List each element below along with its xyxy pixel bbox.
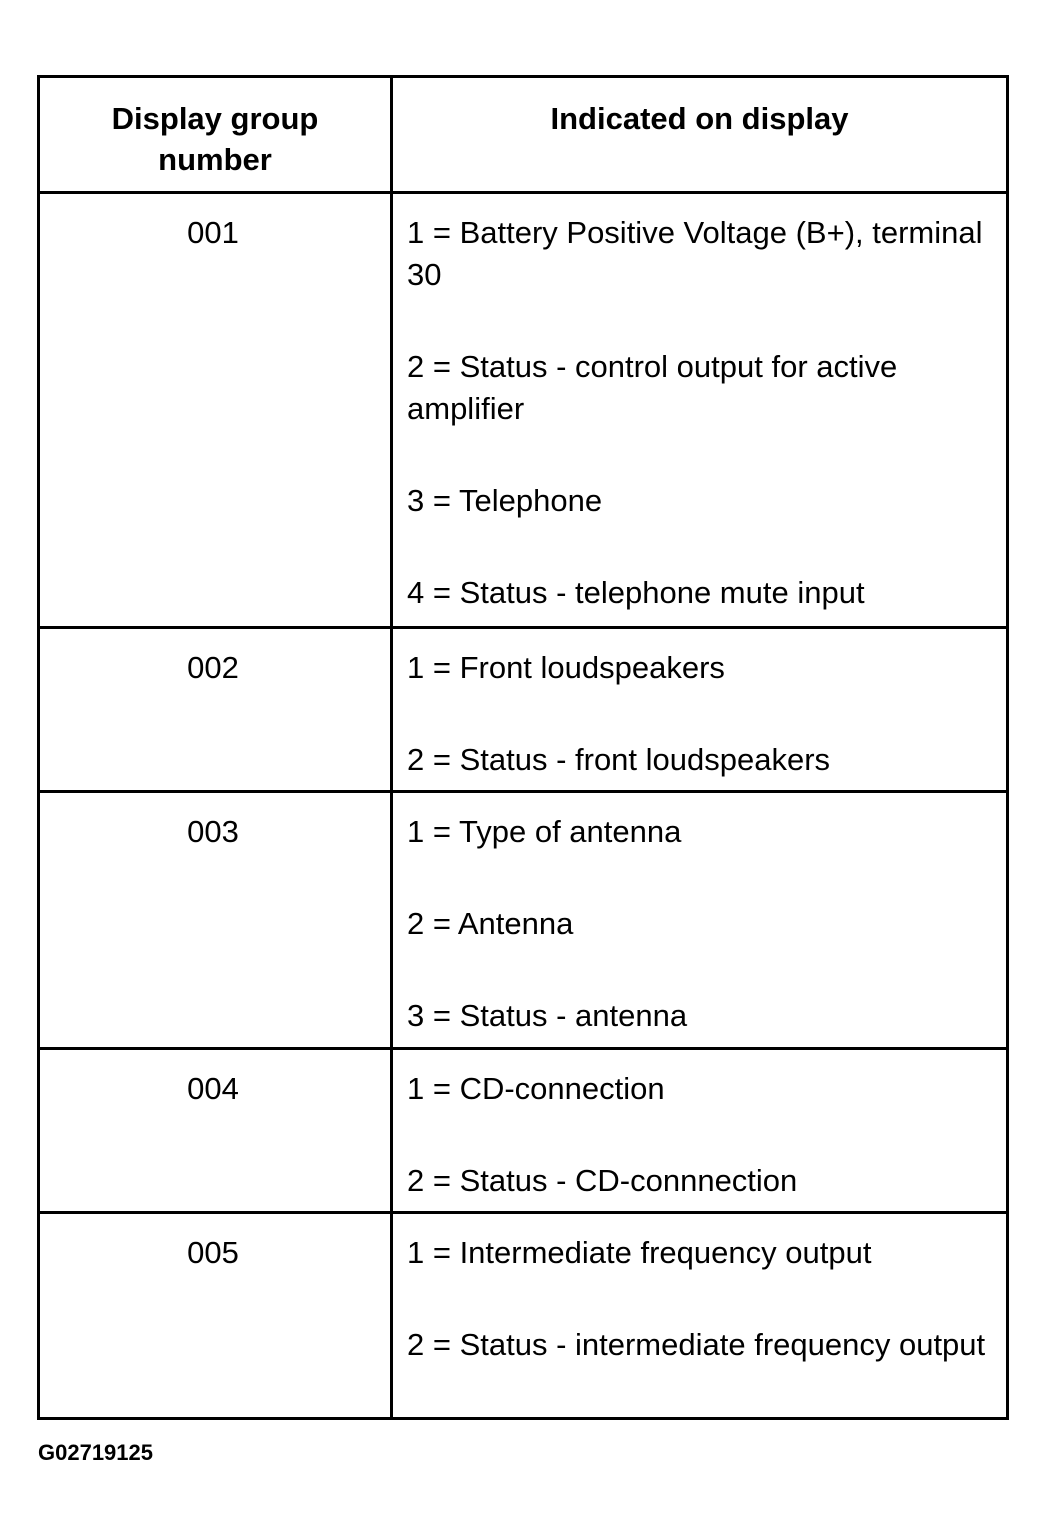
list-item: 2 = Status - front loudspeakers — [407, 742, 831, 777]
group-number: 005 — [187, 1235, 239, 1270]
group-number-cell — [39, 792, 392, 1049]
list-item: 4 = Status - telephone mute input — [407, 575, 865, 610]
list-item: 1 = Front loudspeakers — [407, 650, 725, 685]
indicated-items-cell — [392, 1213, 1008, 1419]
table-row — [39, 1213, 1008, 1419]
table-row — [39, 628, 1008, 792]
indicated-items-list — [393, 194, 1006, 614]
display-group-table — [37, 75, 1009, 1420]
list-item: 3 = Status - antenna — [407, 998, 688, 1033]
table-row — [39, 193, 1008, 628]
indicated-items-cell — [392, 1049, 1008, 1213]
group-number: 002 — [187, 650, 239, 685]
table-header-row — [39, 77, 1008, 193]
list-item: 1 = CD-connection — [407, 1071, 665, 1106]
table-row — [39, 792, 1008, 1049]
indicated-items-list — [393, 629, 1006, 781]
indicated-items-list — [393, 1214, 1006, 1366]
header-indicated-on-display: Indicated on display — [392, 77, 1008, 193]
list-item: 2 = Antenna — [407, 906, 574, 941]
group-number: 001 — [187, 215, 239, 250]
indicated-items-cell — [392, 792, 1008, 1049]
group-number-cell — [39, 193, 392, 628]
group-number: 003 — [187, 814, 239, 849]
figure-id: G02719125 — [38, 1440, 153, 1465]
group-number-cell — [39, 1049, 392, 1213]
list-item: 2 = Status - intermediate frequency output — [407, 1327, 986, 1362]
group-number-cell — [39, 628, 392, 792]
indicated-items-list — [393, 1050, 1006, 1202]
list-item: 2 = Status - CD-connnection — [407, 1163, 798, 1198]
display-group-table-container — [37, 75, 1006, 1417]
indicated-items-list — [393, 793, 1006, 1037]
indicated-items-cell — [392, 193, 1008, 628]
list-item: 1 = Type of antenna — [407, 814, 682, 849]
list-item: 3 = Telephone — [407, 483, 603, 518]
table-row — [39, 1049, 1008, 1213]
header-display-group-number: Display group number — [39, 77, 392, 193]
group-number: 004 — [187, 1071, 239, 1106]
list-item: 1 = Intermediate frequency output — [407, 1235, 872, 1270]
indicated-items-cell — [392, 628, 1008, 792]
list-item: 1 = Battery Positive Voltage (B+), terminal 30 — [407, 215, 983, 292]
list-item: 2 = Status - control output for active amplifier — [407, 349, 898, 426]
group-number-cell — [39, 1213, 392, 1419]
